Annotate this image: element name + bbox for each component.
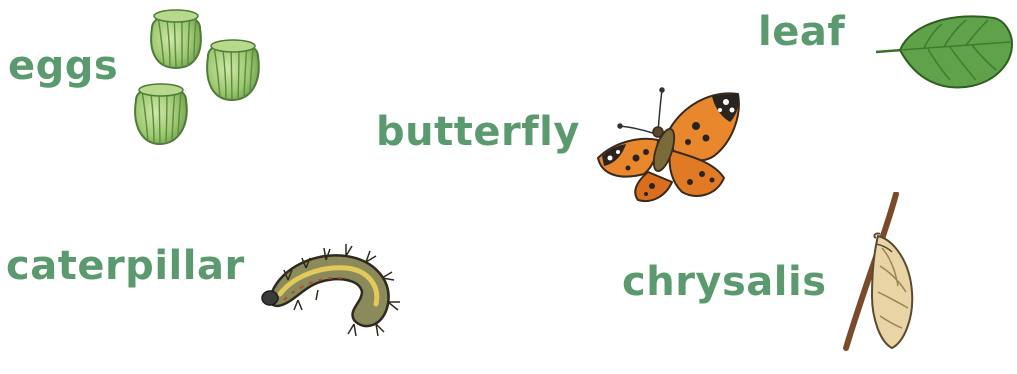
eggs-picture[interactable]	[128, 2, 268, 152]
leaf-picture[interactable]	[872, 10, 1014, 92]
egg-right	[207, 40, 259, 100]
chrysalis-case	[872, 236, 912, 348]
butterfly-picture[interactable]	[592, 86, 748, 206]
label-leaf[interactable]: leaf	[758, 9, 846, 55]
chrysalis-picture[interactable]	[836, 192, 926, 352]
caterpillar-picture[interactable]	[258, 228, 400, 340]
egg-bottom	[135, 84, 187, 144]
label-butterfly[interactable]: butterfly	[376, 109, 580, 155]
leaf-stem	[876, 50, 902, 52]
label-eggs[interactable]: eggs	[8, 43, 119, 89]
caterpillar-body	[262, 255, 389, 326]
egg-top	[151, 10, 201, 68]
label-caterpillar[interactable]: caterpillar	[6, 243, 245, 289]
leaf-blade	[900, 16, 1012, 87]
label-chrysalis[interactable]: chrysalis	[622, 259, 827, 305]
